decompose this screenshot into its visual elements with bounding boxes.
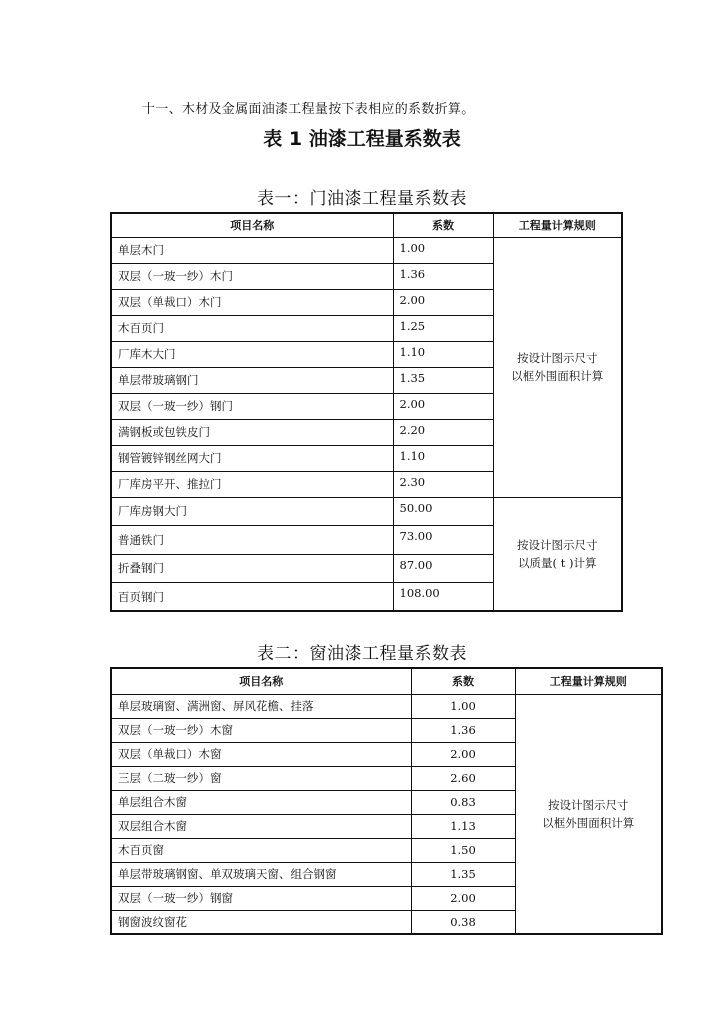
table-row	[111, 694, 662, 718]
rule-cell-area	[493, 237, 622, 497]
header-coefficient: 系数	[411, 668, 515, 694]
item-name-cell: 双层（单裁口）木窗	[111, 742, 411, 766]
intro-text: 十一、木材及金属面油漆工程量按下表相应的系数折算。	[142, 102, 475, 117]
item-name-cell: 钢窗波纹窗花	[111, 910, 411, 934]
item-name-cell: 双层（一玻一纱）钢门	[111, 393, 393, 419]
item-name-cell: 三层（二玻一纱）窗	[111, 766, 411, 790]
main-title: 表 1 油漆工程量系数表	[263, 128, 461, 150]
header-rule: 工程量计算规则	[515, 668, 662, 694]
item-name-cell: 厂库木大门	[111, 341, 393, 367]
item-name-cell: 木百页门	[111, 315, 393, 341]
table1-header-row	[111, 213, 622, 237]
coefficient-cell: 87.00	[393, 554, 493, 583]
table2-title: 表二：窗油漆工程量系数表	[257, 644, 467, 664]
coefficient-cell: 1.00	[411, 694, 515, 718]
item-name-cell: 满钢板或包铁皮门	[111, 419, 393, 445]
table2-header-row	[111, 668, 662, 694]
rule-line-2: 以质量( t )计算	[518, 555, 597, 570]
coefficient-cell: 2.00	[411, 886, 515, 910]
item-name-cell: 单层玻璃窗、满洲窗、屏风花檐、挂落	[111, 694, 411, 718]
rule-line-2: 以框外围面积计算	[542, 815, 635, 830]
header-item-name: 项目名称	[111, 213, 393, 237]
coefficient-cell: 1.10	[393, 341, 493, 367]
coefficient-cell: 50.00	[393, 497, 493, 526]
coefficient-cell: 1.36	[393, 263, 493, 289]
rule-cell-area	[515, 694, 662, 934]
item-name-cell: 单层带玻璃钢门	[111, 367, 393, 393]
item-name-cell: 钢管镀锌钢丝网大门	[111, 445, 393, 471]
coefficient-cell: 2.30	[393, 471, 493, 497]
coefficient-cell: 2.20	[393, 419, 493, 445]
rule-line-2: 以框外围面积计算	[511, 369, 604, 383]
table1-title: 表一：门油漆工程量系数表	[257, 189, 467, 209]
header-rule: 工程量计算规则	[493, 213, 622, 237]
item-name-cell: 双层（一玻一纱）木门	[111, 263, 393, 289]
coefficient-cell: 2.00	[393, 393, 493, 419]
table-row	[111, 497, 622, 526]
item-name-cell: 单层木门	[111, 237, 393, 263]
coefficient-cell: 2.00	[411, 742, 515, 766]
header-item-name: 项目名称	[111, 668, 411, 694]
header-coefficient: 系数	[393, 213, 493, 237]
coefficient-cell: 73.00	[393, 526, 493, 555]
item-name-cell: 木百页窗	[111, 838, 411, 862]
coefficient-cell: 1.35	[393, 367, 493, 393]
coefficient-cell: 108.00	[393, 583, 493, 612]
item-name-cell: 双层（一玻一纱）木窗	[111, 718, 411, 742]
rule-line-1: 按设计图示尺寸	[517, 537, 598, 552]
coefficient-cell: 0.38	[411, 910, 515, 934]
table-row	[111, 237, 622, 263]
rule-cell-weight	[493, 497, 622, 611]
coefficient-cell: 1.00	[393, 237, 493, 263]
coefficient-cell: 0.83	[411, 790, 515, 814]
item-name-cell: 单层带玻璃钢窗、单双玻璃天窗、组合钢窗	[111, 862, 411, 886]
coefficient-cell: 1.50	[411, 838, 515, 862]
coefficient-cell: 2.00	[393, 289, 493, 315]
item-name-cell: 双层（单裁口）木门	[111, 289, 393, 315]
coefficient-cell: 1.25	[393, 315, 493, 341]
item-name-cell: 单层组合木窗	[111, 790, 411, 814]
rule-line-1: 按设计图示尺寸	[517, 351, 598, 365]
item-name-cell: 百页钢门	[111, 583, 393, 612]
coefficient-cell: 1.35	[411, 862, 515, 886]
item-name-cell: 双层组合木窗	[111, 814, 411, 838]
window-paint-coefficient-table	[110, 667, 663, 935]
item-name-cell: 厂库房平开、推拉门	[111, 471, 393, 497]
coefficient-cell: 1.10	[393, 445, 493, 471]
item-name-cell: 双层（一玻一纱）钢窗	[111, 886, 411, 910]
coefficient-cell: 1.13	[411, 814, 515, 838]
item-name-cell: 折叠钢门	[111, 554, 393, 583]
door-paint-coefficient-table	[110, 212, 623, 612]
coefficient-cell: 2.60	[411, 766, 515, 790]
item-name-cell: 厂库房钢大门	[111, 497, 393, 526]
item-name-cell: 普通铁门	[111, 526, 393, 555]
coefficient-cell: 1.36	[411, 718, 515, 742]
rule-line-1: 按设计图示尺寸	[548, 797, 629, 812]
